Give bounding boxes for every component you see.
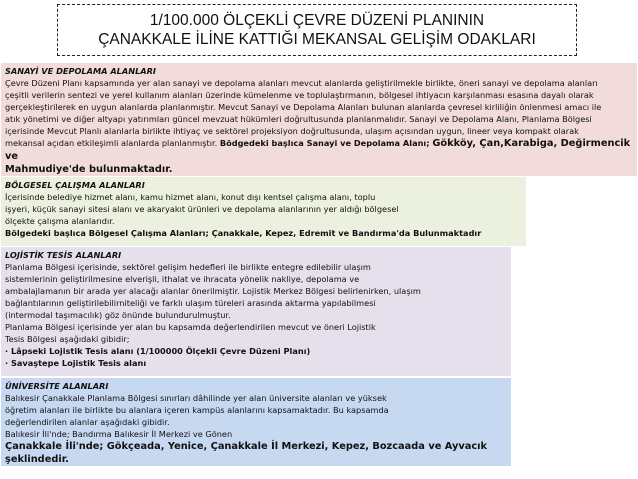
bold-line: Çanakkale İli'nde; Gökçeada, Yenice, Çanakkale İl Merkezi, Kepez, Bozcaada ve Ayvacık şeklindedir.: [5, 441, 488, 465]
bold-line: Bölgedeki başlıca Bölgesel Çalışma Alanları; Çanakkale, Kepez, Edremit ve Bandırma'da Bulunmaktadır: [5, 228, 482, 238]
body-line: bağlantılarının geliştirilebilirniteliği ve farklı ulaşım türeleri arasında aktarma yapılabilmesi: [5, 298, 376, 308]
section-lojistik: [1, 247, 511, 376]
body-line: değerlendirilen alanlar aşağıdaki gibidir.: [5, 417, 170, 427]
body-line: içerisinde Mevcut Planlı alanlarla birlikte ihtiyaç ve sektörel projeksiyon doğrultusunda, ulaşım açısından uygun, lineer veya kompakt olarak: [5, 126, 579, 136]
body-line: Planlama Bölgesi içerisinde yer alan bu kapsamda değerlendirilen mevcut ve öneri Lojistik: [5, 322, 376, 332]
body-line: sistemlerinin geliştirilmesine elverişli, ithalat ve ihracata yönelik nakliye, depolama ve: [5, 274, 360, 284]
bold-text: Bödgedeki başlıca Sanayi ve Depolama Alanı;: [219, 138, 433, 148]
body-line: Tesis Bölgesi aşağıdaki gibidir;: [5, 334, 130, 344]
body-line: Çevre Düzeni Planı kapsamında yer alan sanayi ve depolama alanları mevcut alanlarda geliştirilmekle birlikte, öneri sanayi ve depolama alanları: [5, 78, 598, 88]
section-heading: ÜNİVERSİTE ALANLARI: [5, 381, 109, 391]
places-text-2: Mahmudiye'de bulunmaktadır.: [5, 164, 173, 175]
body-line-mixed: [5, 137, 633, 163]
body-line: ölçekte çalışma alanlarıdır.: [5, 216, 115, 226]
section-sanayi: [1, 63, 637, 176]
body-line: Balıkesir İli'nde; Bandırma Balıkesir İl Merkezi ve Gönen: [5, 429, 233, 439]
body-line: çeşitli verilerin sentezi ve yerel kullanım alanları üzerinde kümelenme ve toplulaştırmanın, bölgesel ihtiyacın karşılanması esasına dayalı olarak: [5, 90, 594, 100]
body-line: işyeri, küçük sanayi sitesi alanı ve akaryakıt ürünleri ve depolama alanlarının yer aldığı bölgesel: [5, 204, 399, 214]
list-item: · Savaştepe Lojistik Tesis alanı: [5, 358, 147, 368]
body-line: (intermodal taşımacılık) göz önünde bulundurulmuştur.: [5, 310, 231, 320]
section-heading: LOJİSTİK TESİS ALANLARI: [5, 250, 122, 260]
list-item: · Lâpseki Lojistik Tesis alanı (1/100000 Ölçekli Çevre Düzeni Planı): [5, 346, 311, 356]
section-heading: SANAYİ VE DEPOLAMA ALANLARI: [5, 66, 156, 76]
body-line: İçerisinde belediye hizmet alanı, kamu hizmet alanı, konut dışı kentsel çalışma alanı, toplu: [5, 192, 376, 202]
section-bolgesel: [1, 177, 526, 246]
page-title: [57, 4, 577, 56]
section-universite: [1, 378, 511, 466]
body-line: ambalajlamanın bir arada yer alacağı alanlar önerilmiştir. Lojistik Merkez Bölgesi belirlenirken, ulaşım: [5, 286, 421, 296]
section-heading: BÖLGESEL ÇALIŞMA ALANLARI: [5, 180, 145, 190]
body-line: Balıkesir Çanakkale Planlama Bölgesi sınırları dâhilinde yer alan üniversite alanları ve yüksek: [5, 393, 387, 403]
title-line-1: 1/100.000 ÖLÇEKLİ ÇEVRE DÜZENİ PLANININ: [149, 12, 485, 29]
body-text: mekansal açıdan etkileşimli alanlarda planlanmıştır.: [5, 138, 220, 148]
body-line: Planlama Bölgesi içerisinde, sektörel gelişim hedefleri ile birlikte entegre edilebilir ulaşım: [5, 262, 371, 272]
body-line: atık yönetimi ve diğer altyapı yatırımları güncel mevzuat hükümleri doğrultusunda planlanmalıdır. Sanayi ve Depolama Alanı, Planlama Bölgesi: [5, 114, 592, 124]
title-line-2: ÇANAKKALE İLİNE KATTIĞI MEKANSAL GELİŞİM ODAKLARI: [98, 31, 536, 48]
places-text: Gökköy, Çan,Karabiga, Değirmencik ve: [5, 138, 631, 162]
body-line: gerçekleştirilerek en uygun alanlarda planlanmıştır. Mevcut Sanayi ve Depolama Alanları bulunan alanlarda çevresel kirliliğin önlenmesi amacı ile: [5, 102, 602, 112]
body-line: öğretim alanları ile birlikte bu alanlara içeren kampüs alanlarını kapsamaktadır. Bu kapsamda: [5, 405, 389, 415]
